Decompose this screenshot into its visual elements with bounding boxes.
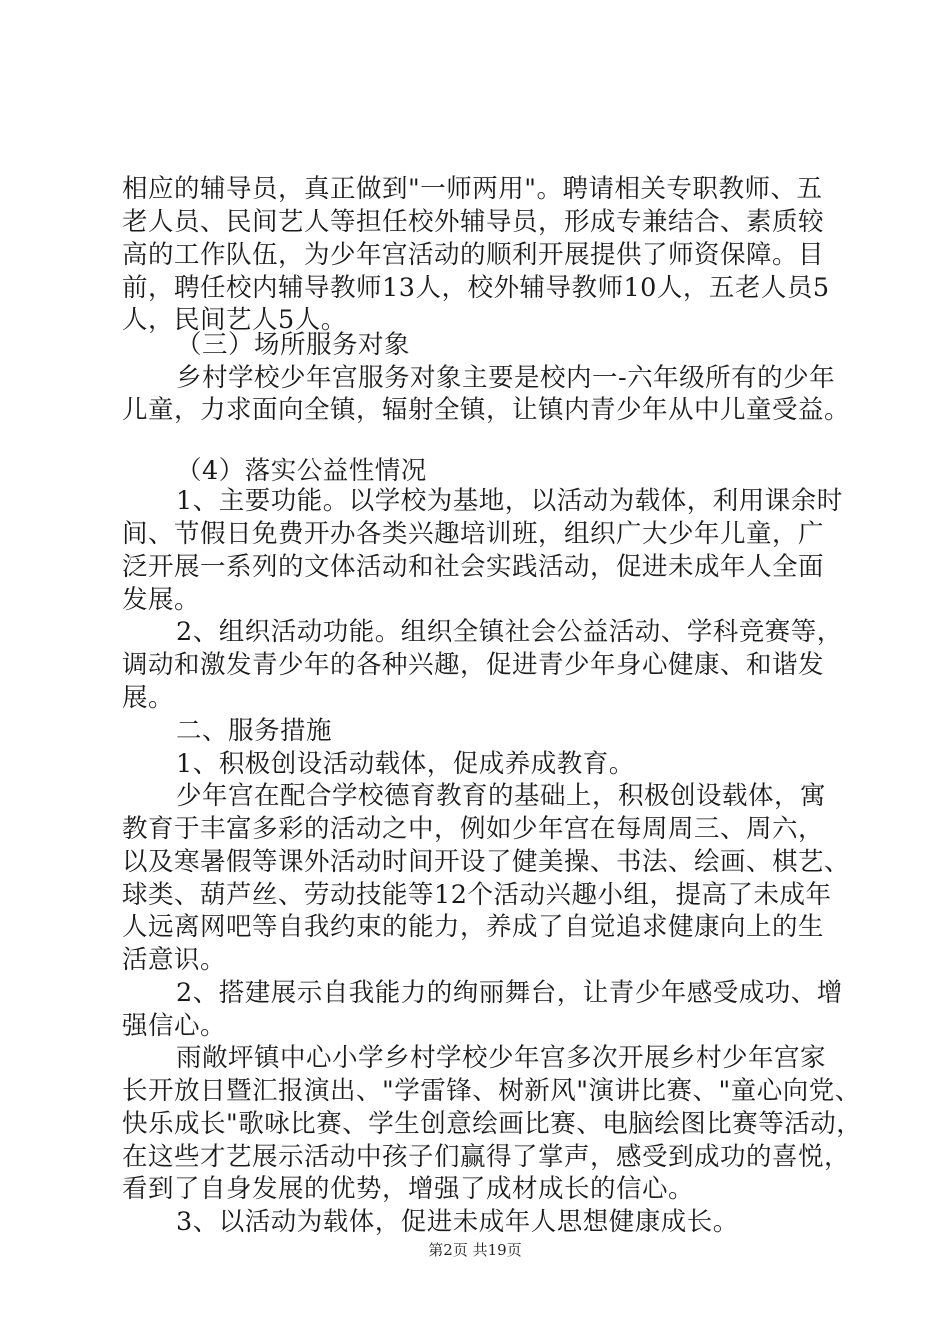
text-line: 人，民间艺人5人。 (122, 305, 347, 335)
text-line: 发展。 (122, 585, 201, 615)
text-line: 儿童，力求面向全镇，辐射全镇，让镇内青少年从中儿童受益。 (122, 395, 851, 425)
text-line: 强信心。 (122, 1011, 227, 1041)
text-line: 2、组织活动功能。组织全镇社会公益活动、学科竞赛等， (176, 617, 843, 647)
text-line: 间、节假日免费开办各类兴趣培训班，组织广大少年儿童，广 (122, 519, 825, 549)
section-heading: （4）落实公益性情况 (176, 456, 427, 486)
text-line: 展。 (122, 683, 175, 713)
text-line: 前，聘任校内辅导教师13人，校外辅导教师10人，五老人员5 (122, 273, 830, 303)
text-line: 乡村学校少年宫服务对象主要是校内一-六年级所有的少年 (176, 363, 836, 393)
text-line: 泛开展一系列的文体活动和社会实践活动，促进未成年人全面 (122, 552, 825, 582)
text-line: 人远离网吧等自我约束的能力，养成了自觉追求健康向上的生 (122, 912, 825, 942)
text-line: 少年宫在配合学校德育教育的基础上，积极创设载体，寓 (176, 781, 827, 811)
page-number: 第2页 共19页 (428, 1241, 522, 1259)
text-line: 1、积极创设活动载体，促成养成教育。 (176, 749, 635, 779)
text-line: 教育于丰富多彩的活动之中，例如少年宫在每周周三、周六， (122, 814, 825, 844)
text-line: 活意识。 (122, 945, 227, 975)
text-line: 相应的辅导员，真正做到"一师两用"。聘请相关专职教师、五 (122, 174, 823, 204)
text-line: 长开放日暨汇报演出、"学雷锋、树新风"演讲比赛、"童心向党、 (122, 1076, 861, 1106)
text-line: 球类、葫芦丝、劳动技能等12个活动兴趣小组，提高了未成年 (122, 880, 832, 910)
text-line: 2、搭建展示自我能力的绚丽舞台，让青少年感受成功、增 (176, 978, 843, 1008)
text-line: 高的工作队伍，为少年宫活动的顺利开展提供了师资保障。目 (122, 240, 825, 270)
text-line: 以及寒暑假等课外活动时间开设了健美操、书法、绘画、棋艺、 (122, 847, 851, 877)
text-line: 雨敞坪镇中心小学乡村学校少年宫多次开展乡村少年宫家 (176, 1043, 827, 1073)
text-line: 快乐成长"歌咏比赛、学生创意绘画比赛、电脑绘图比赛等活动， (122, 1109, 863, 1139)
text-line: 1、主要功能。以学校为基地，以活动为载体，利用课余时 (176, 486, 843, 516)
section-heading: （三）场所服务对象 (176, 330, 411, 360)
section-heading: 二、服务措施 (176, 716, 333, 746)
text-line: 调动和激发青少年的各种兴趣，促进青少年身心健康、和谐发 (122, 650, 825, 680)
text-line: 老人员、民间艺人等担任校外辅导员，形成专兼结合、素质较 (122, 207, 825, 237)
text-line: 看到了自身发展的优势，增强了成材成长的信心。 (122, 1174, 695, 1204)
text-line: 3、以活动为载体，促进未成年人思想健康成长。 (176, 1207, 739, 1237)
text-line: 在这些才艺展示活动中孩子们赢得了掌声，感受到成功的喜悦， (122, 1142, 851, 1172)
